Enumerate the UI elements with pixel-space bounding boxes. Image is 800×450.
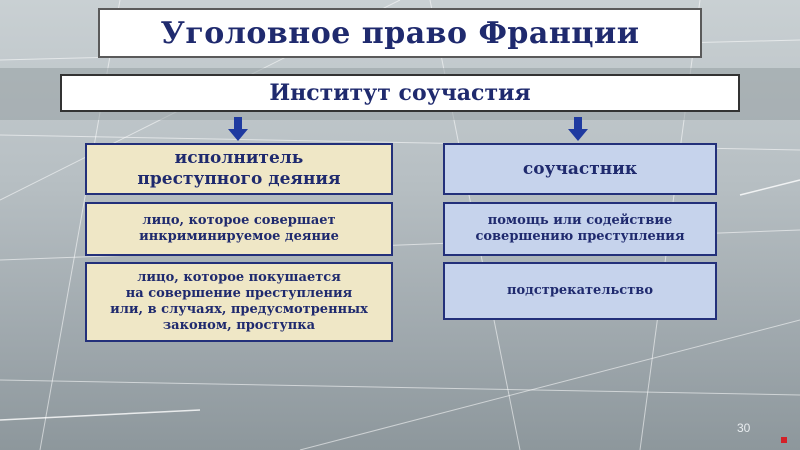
subtitle: Институт соучастия: [269, 80, 531, 106]
performer-item-2-line-1: лицо, которое покушается: [137, 270, 341, 285]
performer-item-1-line-1: лицо, которое совершает: [142, 213, 336, 228]
performer-item-2-line-3: или, в случаях, предусмотренных: [110, 302, 368, 317]
accomplice-item-1-line-1: помощь или содействие: [487, 213, 673, 228]
accomplice-header-box: [443, 143, 717, 195]
performer-item-2-box: [85, 262, 393, 342]
accomplice-header-line-1: соучастник: [522, 158, 638, 179]
arrow-down-icon-left: [228, 117, 248, 141]
accomplice-item-2-line-1: подстрекательство: [507, 283, 653, 298]
accomplice-item-1-line-2: совершению преступления: [475, 229, 685, 244]
page-number: 30: [737, 421, 751, 435]
performer-header-line-2: преступного деяния: [137, 169, 341, 189]
page-title: Уголовное право Франции: [160, 15, 640, 51]
accent-square: [781, 437, 787, 443]
performer-header-box: [85, 143, 393, 195]
performer-item-2-line-2: на совершение преступления: [125, 286, 353, 301]
performer-item-1-box: [85, 202, 393, 256]
subtitle-box: [60, 74, 740, 112]
accomplice-item-1-box: [443, 202, 717, 256]
performer-item-1-line-2: инкриминируемое деяние: [139, 229, 339, 244]
performer-item-2-line-4: законом, проступка: [162, 318, 316, 333]
arrow-down-icon-right: [568, 117, 588, 141]
performer-header-line-1: исполнитель: [174, 148, 304, 168]
title-box: [98, 8, 702, 58]
accomplice-item-2-box: [443, 262, 717, 320]
